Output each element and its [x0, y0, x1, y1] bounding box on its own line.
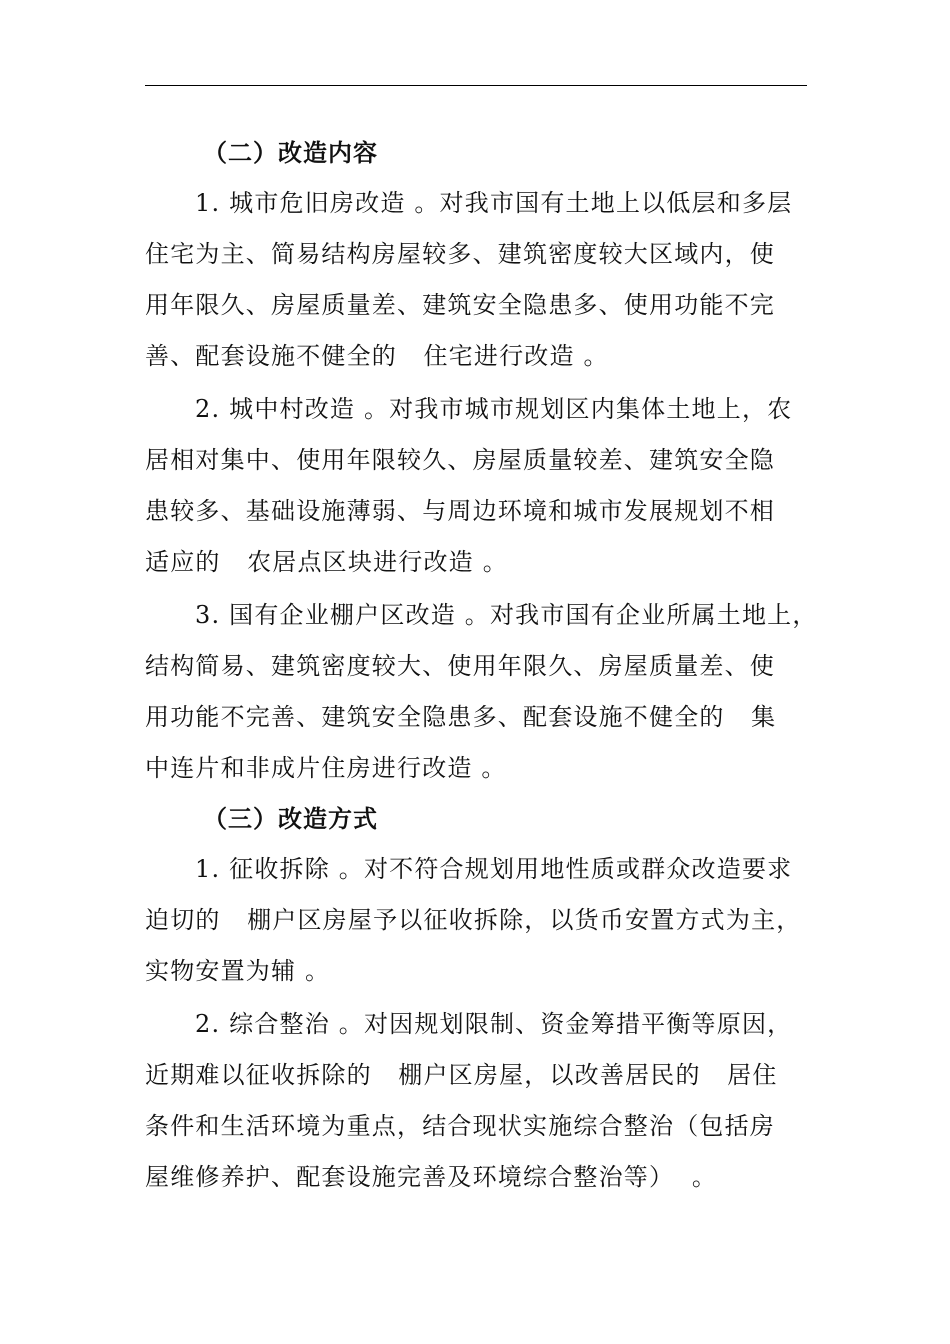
text-line: 住宅为主、简易结构房屋较多、建筑密度较大区域内，使 [145, 240, 775, 268]
paragraph [145, 384, 807, 588]
text-line: 屋维修养护、配套设施完善及环境综合整治等） 。 [145, 1163, 718, 1191]
paragraph [145, 844, 807, 997]
text-line: 条件和生活环境为重点，结合现状实施综合整治（包括房 [145, 1112, 775, 1140]
text-line: 实物安置为辅 。 [145, 957, 331, 985]
text-line: 2. 城中村改造 。对我市城市规划区内集体土地上，农 [195, 395, 793, 423]
text-line: 用功能不完善、建筑安全隐患多、配套设施不健全的 集 [145, 703, 777, 731]
text-line: 1. 征收拆除 。对不符合规划用地性质或群众改造要求 [195, 855, 793, 883]
text-line: 患较多、基础设施薄弱、与周边环境和城市发展规划不相 [145, 497, 775, 525]
text-line: 用年限久、房屋质量差、建筑安全隐患多、使用功能不完 [145, 291, 775, 319]
text-line: 迫切的 棚户区房屋予以征收拆除，以货币安置方式为主， [145, 906, 802, 934]
paragraph [145, 178, 807, 382]
text-line: 居相对集中、使用年限较久、房屋质量较差、建筑安全隐 [145, 446, 775, 474]
text-line: 中连片和非成片住房进行改造 。 [145, 754, 507, 782]
section-heading: （二）改造内容 [203, 139, 378, 167]
text-line: 1. 城市危旧房改造 。对我市国有土地上以低层和多层 [195, 189, 793, 217]
document-body [145, 128, 818, 1203]
paragraph [145, 590, 818, 794]
text-line: 2. 综合整治 。对因规划限制、资金筹措平衡等原因， [195, 1010, 793, 1038]
text-line: 近期难以征收拆除的 棚户区房屋，以改善居民的 居住 [145, 1061, 778, 1089]
text-line: 3. 国有企业棚户区改造 。对我市国有企业所属土地上， [195, 601, 818, 629]
text-line: 善、配套设施不健全的 住宅进行改造 。 [145, 342, 609, 370]
paragraph [145, 999, 807, 1203]
text-line: 适应的 农居点区块进行改造 。 [145, 548, 508, 576]
section-heading: （三）改造方式 [203, 805, 378, 833]
header-rule [145, 85, 807, 86]
text-line: 结构简易、建筑密度较大、使用年限久、房屋质量差、使 [145, 652, 775, 680]
